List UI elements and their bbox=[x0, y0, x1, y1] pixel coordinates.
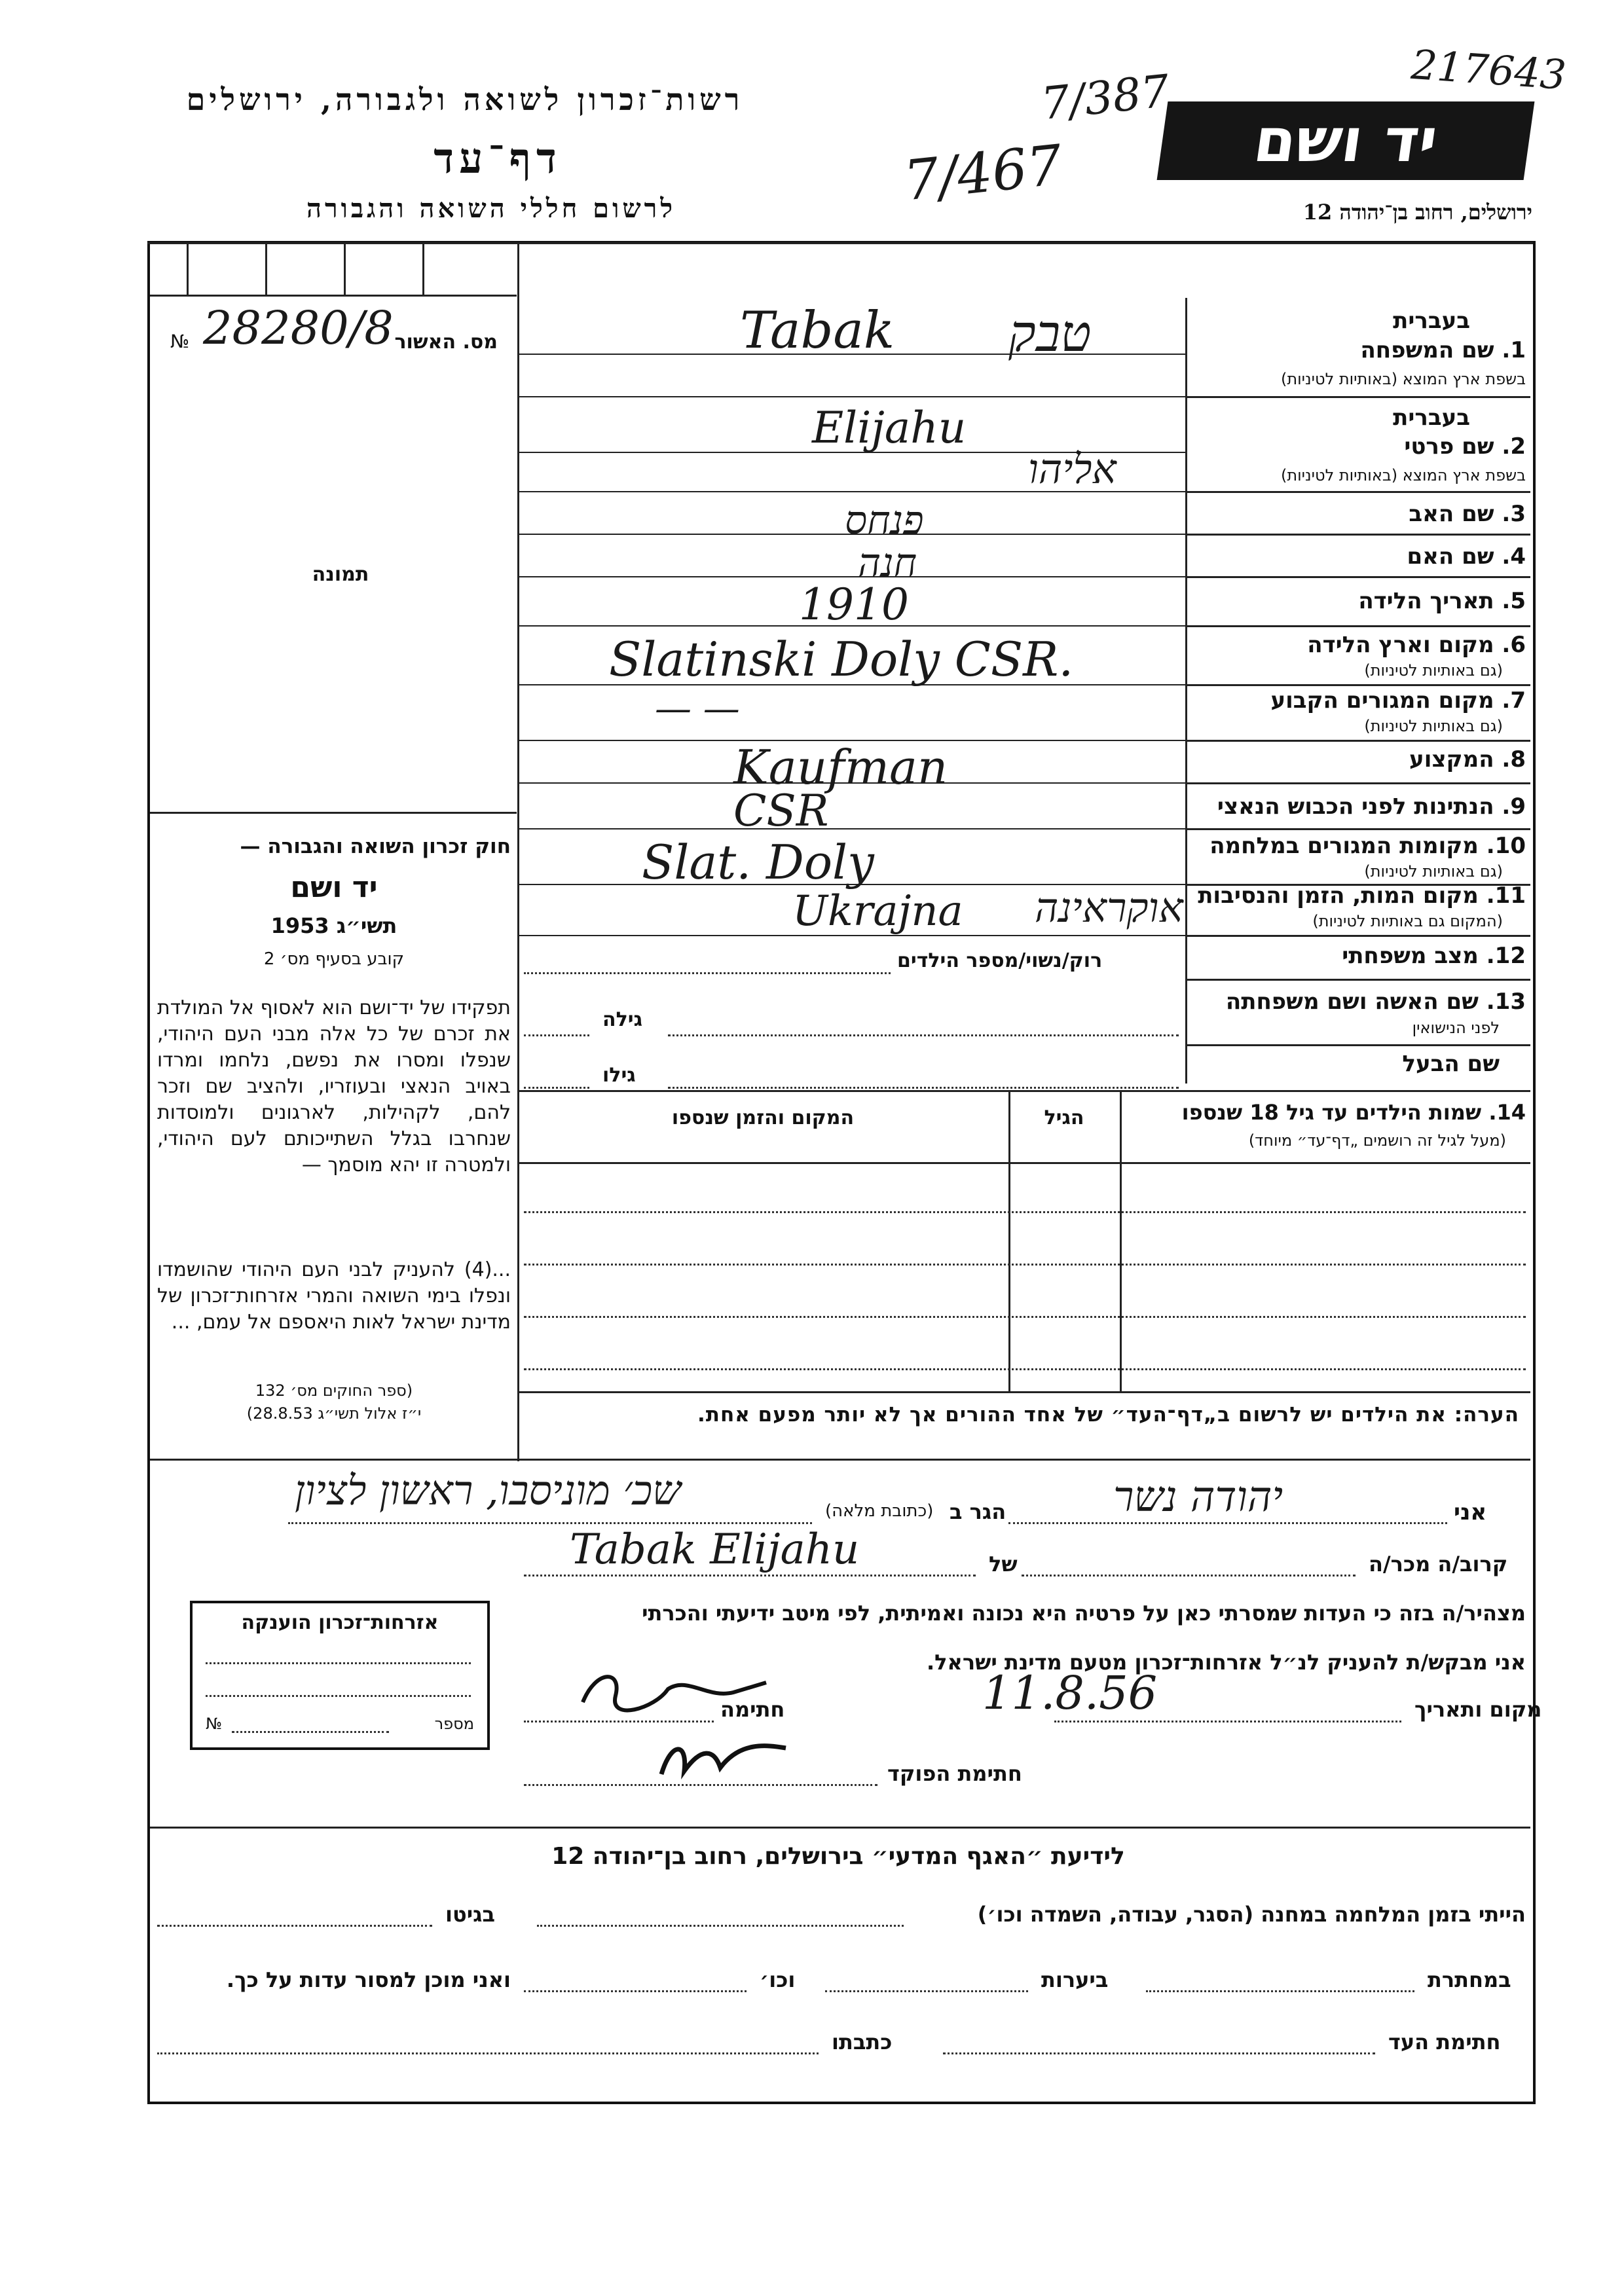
field-5-text: תאריך הלידה bbox=[1358, 588, 1494, 614]
children-title bbox=[1182, 1100, 1526, 1125]
org-name: רשות־זכרון לשואה ולגבורה, ירושלים bbox=[186, 82, 744, 117]
bottom-ghetto-label: בגיטו bbox=[445, 1902, 495, 1927]
field-2-num: 2. bbox=[1502, 433, 1526, 460]
field-2-sub: בשפת ארץ המוצא (באותיות לטיניות) bbox=[1281, 466, 1526, 484]
bottom-line1: הייתי בזמן המלחמה במחנה (הסגר, עבודה, השמדה וכו׳) bbox=[977, 1902, 1526, 1927]
field-4-label bbox=[1407, 543, 1526, 570]
field-10-sub: (גם באותיות לטיניות) bbox=[1364, 862, 1503, 881]
field-11-value: Ukrajna bbox=[792, 887, 963, 936]
official-signature-mark bbox=[655, 1728, 799, 1787]
decl-relation-label: קרוב/ה מכר/ה bbox=[1369, 1552, 1508, 1576]
field-13-text: שם האשה ושם משפחתה bbox=[1225, 989, 1479, 1015]
handwritten-ref1: 7/387 bbox=[1039, 65, 1172, 131]
approval-no-symbol: № bbox=[170, 331, 190, 352]
bottom-forests-label: ביערות bbox=[1041, 1967, 1109, 1992]
field-1-text: שם המשפחה bbox=[1360, 337, 1494, 363]
field-1-sub: בשפת ארץ המוצא (באותיות לטיניות) bbox=[1281, 370, 1526, 388]
citizenship-number-label: מספר bbox=[434, 1715, 474, 1733]
decl-resides-label: הגר ב bbox=[950, 1499, 1006, 1524]
field-9-value: CSR bbox=[733, 786, 829, 836]
field-2-label bbox=[1404, 433, 1526, 460]
field-8-value: Kaufman bbox=[733, 740, 948, 795]
citizenship-title: אזרחות־זכרון הוענקה bbox=[241, 1611, 439, 1634]
field-2-value: Elijahu bbox=[812, 403, 967, 453]
field-6-num: 6. bbox=[1502, 632, 1526, 658]
husband-label: שם הבעל bbox=[1402, 1051, 1500, 1077]
age-label-f: גילה bbox=[602, 1008, 642, 1031]
law-source: (ספר החוקים מס׳ 132 bbox=[255, 1381, 413, 1400]
approval-value: 28280/8 bbox=[203, 301, 394, 355]
approval-row bbox=[164, 301, 504, 360]
form-subtitle: לרשום חללי השואה והגבורה bbox=[306, 193, 676, 224]
law-date: י״ז אלול תשי״ג 28.8.53) bbox=[246, 1404, 422, 1423]
field-3-text: שם האב bbox=[1409, 501, 1494, 527]
field-9-num: 9. bbox=[1502, 793, 1526, 820]
decl-signature-label: חתימה bbox=[720, 1697, 785, 1722]
decl-request: אני מבקש/ת להעניק לנ״ל אזרחות־זכרון מטעם מדינת ישראל. bbox=[927, 1650, 1526, 1675]
field-11-num: 11. bbox=[1486, 883, 1526, 909]
children-title-text: שמות הילדים עד גיל 18 שנספו bbox=[1181, 1100, 1482, 1125]
note: הערה: את הילדים יש לרשום ב„דף־העד״ של אחד ההורים אך לא יותר מפעם אחת. bbox=[697, 1403, 1519, 1427]
bottom-title: לידיעת ״האגף המדעי״ בירושלים, רחוב בן־יהודה 12 bbox=[551, 1843, 1125, 1870]
citizenship-number-symbol: № bbox=[206, 1715, 222, 1733]
decl-of-value: Tabak Elijahu bbox=[570, 1525, 860, 1574]
decl-place-date-value: 11.8.56 bbox=[982, 1666, 1158, 1720]
field-7-label bbox=[1270, 687, 1526, 714]
field-10-num: 10. bbox=[1486, 833, 1526, 859]
handwritten-ref2: 7/467 bbox=[900, 132, 1065, 213]
field-11-value-hebrew: אוקראינה bbox=[1035, 884, 1183, 932]
law-year: תשי״ג 1953 bbox=[270, 913, 397, 938]
field-12-label bbox=[1342, 943, 1526, 969]
field-7-text: מקום המגורים הקבוע bbox=[1270, 687, 1494, 714]
field-13-label bbox=[1226, 989, 1526, 1015]
field-12-status-options: רוק/נשוי/מספר הילדים bbox=[897, 949, 1103, 972]
field-3-label bbox=[1409, 501, 1526, 527]
field-4-text: שם האם bbox=[1407, 543, 1494, 570]
decl-address-value: שכ׳ מוניסבו, ראשון לציון bbox=[295, 1467, 682, 1514]
logo bbox=[1157, 101, 1535, 180]
field-2-hebrew-tag: בעברית bbox=[1393, 405, 1470, 431]
field-1-value: Tabak bbox=[740, 301, 895, 360]
field-1-value-hebrew: טבק bbox=[1008, 304, 1092, 363]
children-sub: (מעל לגיל זה רושמים „דף־עד״ מיוחד) bbox=[1248, 1131, 1506, 1150]
field-2-text: שם פרטי bbox=[1404, 433, 1494, 460]
field-1-hebrew-tag: בעברית bbox=[1393, 308, 1470, 334]
field-13-num: 13. bbox=[1486, 989, 1526, 1015]
decl-full-address-label: (כתובת מלאה) bbox=[825, 1501, 934, 1521]
field-11-text: מקום המות, הזמן והנסיבות bbox=[1198, 883, 1479, 909]
field-13-sub: לפני הנישואין bbox=[1412, 1019, 1500, 1037]
age-label-m: גילו bbox=[602, 1064, 636, 1087]
photo-label: תמונה bbox=[312, 563, 369, 586]
field-5-label bbox=[1358, 588, 1526, 614]
approval-label: מס. האשור bbox=[394, 331, 498, 354]
field-1-label bbox=[1360, 337, 1526, 363]
field-8-num: 8. bbox=[1502, 746, 1526, 773]
decl-statement: מצהיר/ה בזה כי העדות שמסרתי כאן על פרטיה היא נכונה ואמיתית, לפי מיטב ידיעתי והכרתי bbox=[642, 1601, 1526, 1626]
decl-of-label: של bbox=[989, 1552, 1018, 1576]
field-12-text: מצב משפחתי bbox=[1342, 943, 1479, 969]
signature-mark bbox=[576, 1663, 773, 1722]
field-12-num: 12. bbox=[1486, 943, 1526, 969]
field-7-sub: (גם באותיות לטיניות) bbox=[1364, 717, 1503, 735]
field-9-text: הנתינות לפני הכבוש הנאצי bbox=[1217, 793, 1494, 820]
form-title: דף־עד bbox=[434, 134, 562, 183]
field-6-value: Slatinski Doly CSR. bbox=[609, 632, 1074, 687]
field-8-label bbox=[1409, 746, 1526, 773]
logo-text: יד ושם bbox=[1249, 105, 1442, 175]
bottom-etc-label: וכו׳ bbox=[760, 1967, 796, 1992]
field-1-num: 1. bbox=[1502, 337, 1526, 363]
law-section: קובע בסעיף מס׳ 2 bbox=[263, 949, 405, 969]
law-paragraph1: תפקידו של יד־ושם הוא לאסוף אל המולדת את זכרם של כל אלה מבני העם היהודי, שנפלו ומסרו את נפשם, נלחמו ומרדו באויב הנאצי ובעוזריו, ולהציב שם וזכר להם, לקהילות, לארגונים ולמוסדות שנחרבו בגלל השתייכותם לעם היהודי, ולמטרה זו יהא מוסמך — bbox=[157, 996, 511, 1176]
field-2-value-hebrew: אליהו bbox=[1028, 445, 1116, 493]
field-6-sub: (גם באותיות לטיניות) bbox=[1364, 661, 1503, 680]
field-9-label bbox=[1217, 793, 1526, 820]
decl-place-date-label: מקום ותאריך bbox=[1414, 1697, 1542, 1722]
field-3-value: פנחס bbox=[845, 498, 924, 543]
field-5-num: 5. bbox=[1502, 588, 1526, 614]
place-header: המקום והזמן שנספו bbox=[671, 1106, 855, 1129]
decl-name-value: יהודה נשר bbox=[1113, 1473, 1283, 1522]
field-3-num: 3. bbox=[1502, 501, 1526, 527]
field-6-text: מקום וארץ הלידה bbox=[1307, 632, 1494, 658]
field-10-value: Slat. Doly bbox=[642, 835, 874, 890]
field-11-label bbox=[1198, 883, 1526, 909]
bottom-ready-text: ואני מוכן למסור עדות על כך. bbox=[226, 1967, 511, 1992]
age-header: הגיל bbox=[1044, 1106, 1084, 1129]
law-name: יד ושם bbox=[290, 871, 378, 904]
citizenship-box bbox=[190, 1601, 490, 1750]
bottom-witness-signature-label: חתימת העד bbox=[1388, 2030, 1501, 2054]
field-5-value: 1910 bbox=[799, 579, 909, 630]
field-10-text: מקומות המגורים במלחמה bbox=[1209, 833, 1479, 859]
law-paragraph2: ...(4) להעניק לבני העם היהודי שהושמדו ונפלו בימי השואה והמרי אזרחות־זכרון של מדינת ישראל לאות היאספם אל עמם, ... bbox=[157, 1258, 511, 1334]
handwritten-number: 217643 bbox=[1409, 40, 1568, 100]
decl-i-label: אני bbox=[1454, 1499, 1487, 1525]
decl-official-signature-label: חתימת הפוקד bbox=[887, 1761, 1022, 1786]
field-11-sub: (המקום גם באותיות לטיניות) bbox=[1312, 912, 1503, 930]
field-8-text: המקצוע bbox=[1409, 746, 1494, 773]
field-6-label bbox=[1307, 632, 1526, 658]
address: ירושלים, רחוב בן־יהודה 12 bbox=[1302, 200, 1532, 225]
field-7-num: 7. bbox=[1502, 687, 1526, 714]
bottom-underground-label: במחתרת bbox=[1428, 1967, 1511, 1992]
field-10-label bbox=[1209, 833, 1526, 859]
field-7-value: — — bbox=[655, 687, 740, 730]
field-4-value: חנה bbox=[858, 540, 917, 586]
field-4-num: 4. bbox=[1502, 543, 1526, 570]
bottom-address-label: כתבתו bbox=[832, 2030, 893, 2054]
law-title: חוק זכרון השואה והגבורה — bbox=[240, 835, 511, 858]
children-num: 14. bbox=[1488, 1100, 1526, 1125]
